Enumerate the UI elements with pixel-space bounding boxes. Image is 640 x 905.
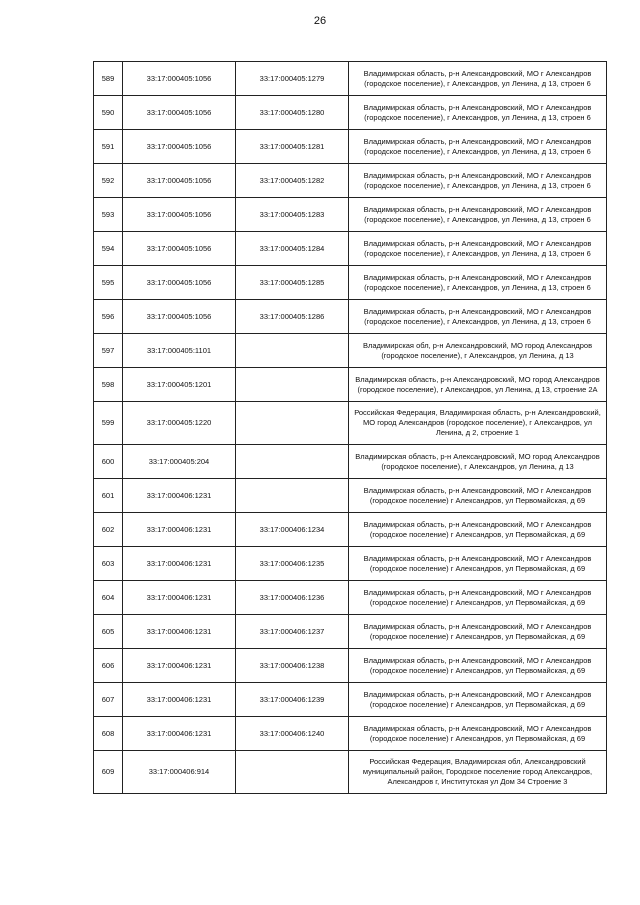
row-number-cell: 595 xyxy=(94,266,123,300)
address-cell: Владимирская область, р-н Александровский, МО г Александров (городское поселение), г Александров, ул Ленина, д 13, строен 6 xyxy=(349,198,607,232)
cadastral-number-cell: 33:17:000405:1201 xyxy=(123,368,236,402)
row-number-cell: 591 xyxy=(94,130,123,164)
address-cell: Владимирская область, р-н Александровский, МО г Александров (городское поселение), г Александров, ул Ленина, д 13, строен 6 xyxy=(349,300,607,334)
row-number-cell: 608 xyxy=(94,717,123,751)
row-number-cell: 593 xyxy=(94,198,123,232)
table-row xyxy=(94,164,607,198)
cadastral-number-cell: 33:17:000405:1220 xyxy=(123,402,236,445)
table-row xyxy=(94,581,607,615)
table-row xyxy=(94,300,607,334)
table-body xyxy=(94,62,607,794)
cadastral-number-cell: 33:17:000405:1056 xyxy=(123,232,236,266)
building-number-cell: 33:17:000405:1279 xyxy=(236,62,349,96)
address-cell: Владимирская область, р-н Александровский, МО г Александров (городское поселение) г Александров, ул Первомайская, д 69 xyxy=(349,513,607,547)
building-number-cell: 33:17:000406:1238 xyxy=(236,649,349,683)
cadastral-number-cell: 33:17:000405:1056 xyxy=(123,300,236,334)
table-row xyxy=(94,717,607,751)
table-row xyxy=(94,513,607,547)
building-number-cell: 33:17:000406:1237 xyxy=(236,615,349,649)
row-number-cell: 605 xyxy=(94,615,123,649)
building-number-cell xyxy=(236,479,349,513)
address-cell: Владимирская область, р-н Александровский, МО г Александров (городское поселение), г Александров, ул Ленина, д 13, строен 6 xyxy=(349,130,607,164)
building-number-cell xyxy=(236,751,349,794)
table-row xyxy=(94,751,607,794)
building-number-cell: 33:17:000405:1283 xyxy=(236,198,349,232)
cadastral-number-cell: 33:17:000405:1056 xyxy=(123,96,236,130)
table-row xyxy=(94,198,607,232)
row-number-cell: 592 xyxy=(94,164,123,198)
address-cell: Владимирская область, р-н Александровский, МО г Александров (городское поселение), г Александров, ул Ленина, д 13, строен 6 xyxy=(349,232,607,266)
cadastral-number-cell: 33:17:000405:1056 xyxy=(123,266,236,300)
row-number-cell: 601 xyxy=(94,479,123,513)
address-cell: Владимирская область, р-н Александровский, МО г Александров (городское поселение), г Александров, ул Ленина, д 13, строен 6 xyxy=(349,62,607,96)
address-cell: Владимирская область, р-н Александровский, МО г Александров (городское поселение), г Александров, ул Ленина, д 13, строен 6 xyxy=(349,266,607,300)
row-number-cell: 594 xyxy=(94,232,123,266)
table-row xyxy=(94,547,607,581)
address-cell: Владимирская область, р-н Александровский, МО г Александров (городское поселение) г Александров, ул Первомайская, д 69 xyxy=(349,479,607,513)
address-cell: Владимирская область, р-н Александровский, МО г Александров (городское поселение) г Александров, ул Первомайская, д 69 xyxy=(349,547,607,581)
building-number-cell: 33:17:000406:1235 xyxy=(236,547,349,581)
cadastral-number-cell: 33:17:000405:1101 xyxy=(123,334,236,368)
building-number-cell: 33:17:000406:1240 xyxy=(236,717,349,751)
table-row xyxy=(94,402,607,445)
table-row xyxy=(94,266,607,300)
table-row xyxy=(94,62,607,96)
row-number-cell: 600 xyxy=(94,445,123,479)
building-number-cell: 33:17:000406:1234 xyxy=(236,513,349,547)
table-row xyxy=(94,683,607,717)
row-number-cell: 597 xyxy=(94,334,123,368)
cadastral-number-cell: 33:17:000405:1056 xyxy=(123,198,236,232)
address-cell: Владимирская область, р-н Александровский, МО г Александров (городское поселение) г Александров, ул Первомайская, д 69 xyxy=(349,581,607,615)
row-number-cell: 599 xyxy=(94,402,123,445)
address-cell: Владимирская обл, р-н Александровский, МО город Александров (городское поселение), г Александров, ул Ленина, д 13 xyxy=(349,334,607,368)
cadastral-number-cell: 33:17:000405:204 xyxy=(123,445,236,479)
table-row xyxy=(94,368,607,402)
address-cell: Владимирская область, р-н Александровский, МО г Александров (городское поселение) г Александров, ул Первомайская, д 69 xyxy=(349,649,607,683)
building-number-cell: 33:17:000405:1284 xyxy=(236,232,349,266)
row-number-cell: 590 xyxy=(94,96,123,130)
table-row xyxy=(94,232,607,266)
building-number-cell xyxy=(236,368,349,402)
page-number: 26 xyxy=(313,15,327,27)
address-cell: Владимирская область, р-н Александровский, МО г Александров (городское поселение) г Александров, ул Первомайская, д 69 xyxy=(349,615,607,649)
table-row xyxy=(94,445,607,479)
row-number-cell: 602 xyxy=(94,513,123,547)
cadastral-number-cell: 33:17:000406:1231 xyxy=(123,581,236,615)
building-number-cell xyxy=(236,445,349,479)
address-cell: Владимирская область, р-н Александровский, МО город Александров (городское поселение), г Александров, ул Ленина, д 13 xyxy=(349,445,607,479)
table-row xyxy=(94,479,607,513)
address-cell: Российская Федерация, Владимирская область, р-н Александровский, МО город Александров (городское поселение), г Александров, ул Ленина, д 2, строение 1 xyxy=(349,402,607,445)
address-cell: Владимирская область, р-н Александровский, МО г Александров (городское поселение), г Александров, ул Ленина, д 13, строен 6 xyxy=(349,96,607,130)
row-number-cell: 604 xyxy=(94,581,123,615)
row-number-cell: 603 xyxy=(94,547,123,581)
cadastral-number-cell: 33:17:000406:914 xyxy=(123,751,236,794)
building-number-cell xyxy=(236,334,349,368)
cadastral-table xyxy=(93,61,607,794)
address-cell: Владимирская область, р-н Александровский, МО г Александров (городское поселение) г Александров, ул Первомайская, д 69 xyxy=(349,717,607,751)
address-cell: Российская Федерация, Владимирская обл, Александровский муниципальный район, Городское поселение город Александров, Александров г, Институтская ул Дом 34 Строение 3 xyxy=(349,751,607,794)
cadastral-number-cell: 33:17:000406:1231 xyxy=(123,513,236,547)
address-cell: Владимирская область, р-н Александровский, МО город Александров (городское поселение), г Александров, ул Ленина, д 13, строение 2А xyxy=(349,368,607,402)
building-number-cell: 33:17:000405:1281 xyxy=(236,130,349,164)
building-number-cell: 33:17:000405:1286 xyxy=(236,300,349,334)
row-number-cell: 589 xyxy=(94,62,123,96)
cadastral-number-cell: 33:17:000406:1231 xyxy=(123,649,236,683)
row-number-cell: 609 xyxy=(94,751,123,794)
cadastral-number-cell: 33:17:000406:1231 xyxy=(123,479,236,513)
row-number-cell: 596 xyxy=(94,300,123,334)
table-row xyxy=(94,130,607,164)
building-number-cell: 33:17:000405:1282 xyxy=(236,164,349,198)
address-cell: Владимирская область, р-н Александровский, МО г Александров (городское поселение) г Александров, ул Первомайская, д 69 xyxy=(349,683,607,717)
cadastral-number-cell: 33:17:000406:1231 xyxy=(123,717,236,751)
row-number-cell: 606 xyxy=(94,649,123,683)
address-cell: Владимирская область, р-н Александровский, МО г Александров (городское поселение), г Александров, ул Ленина, д 13, строен 6 xyxy=(349,164,607,198)
table-row xyxy=(94,96,607,130)
building-number-cell: 33:17:000406:1236 xyxy=(236,581,349,615)
building-number-cell: 33:17:000405:1280 xyxy=(236,96,349,130)
building-number-cell: 33:17:000406:1239 xyxy=(236,683,349,717)
building-number-cell: 33:17:000405:1285 xyxy=(236,266,349,300)
cadastral-number-cell: 33:17:000405:1056 xyxy=(123,164,236,198)
cadastral-number-cell: 33:17:000406:1231 xyxy=(123,683,236,717)
table-row xyxy=(94,649,607,683)
table-row xyxy=(94,615,607,649)
building-number-cell xyxy=(236,402,349,445)
table-row xyxy=(94,334,607,368)
cadastral-number-cell: 33:17:000405:1056 xyxy=(123,62,236,96)
cadastral-number-cell: 33:17:000405:1056 xyxy=(123,130,236,164)
cadastral-number-cell: 33:17:000406:1231 xyxy=(123,547,236,581)
row-number-cell: 607 xyxy=(94,683,123,717)
row-number-cell: 598 xyxy=(94,368,123,402)
cadastral-number-cell: 33:17:000406:1231 xyxy=(123,615,236,649)
